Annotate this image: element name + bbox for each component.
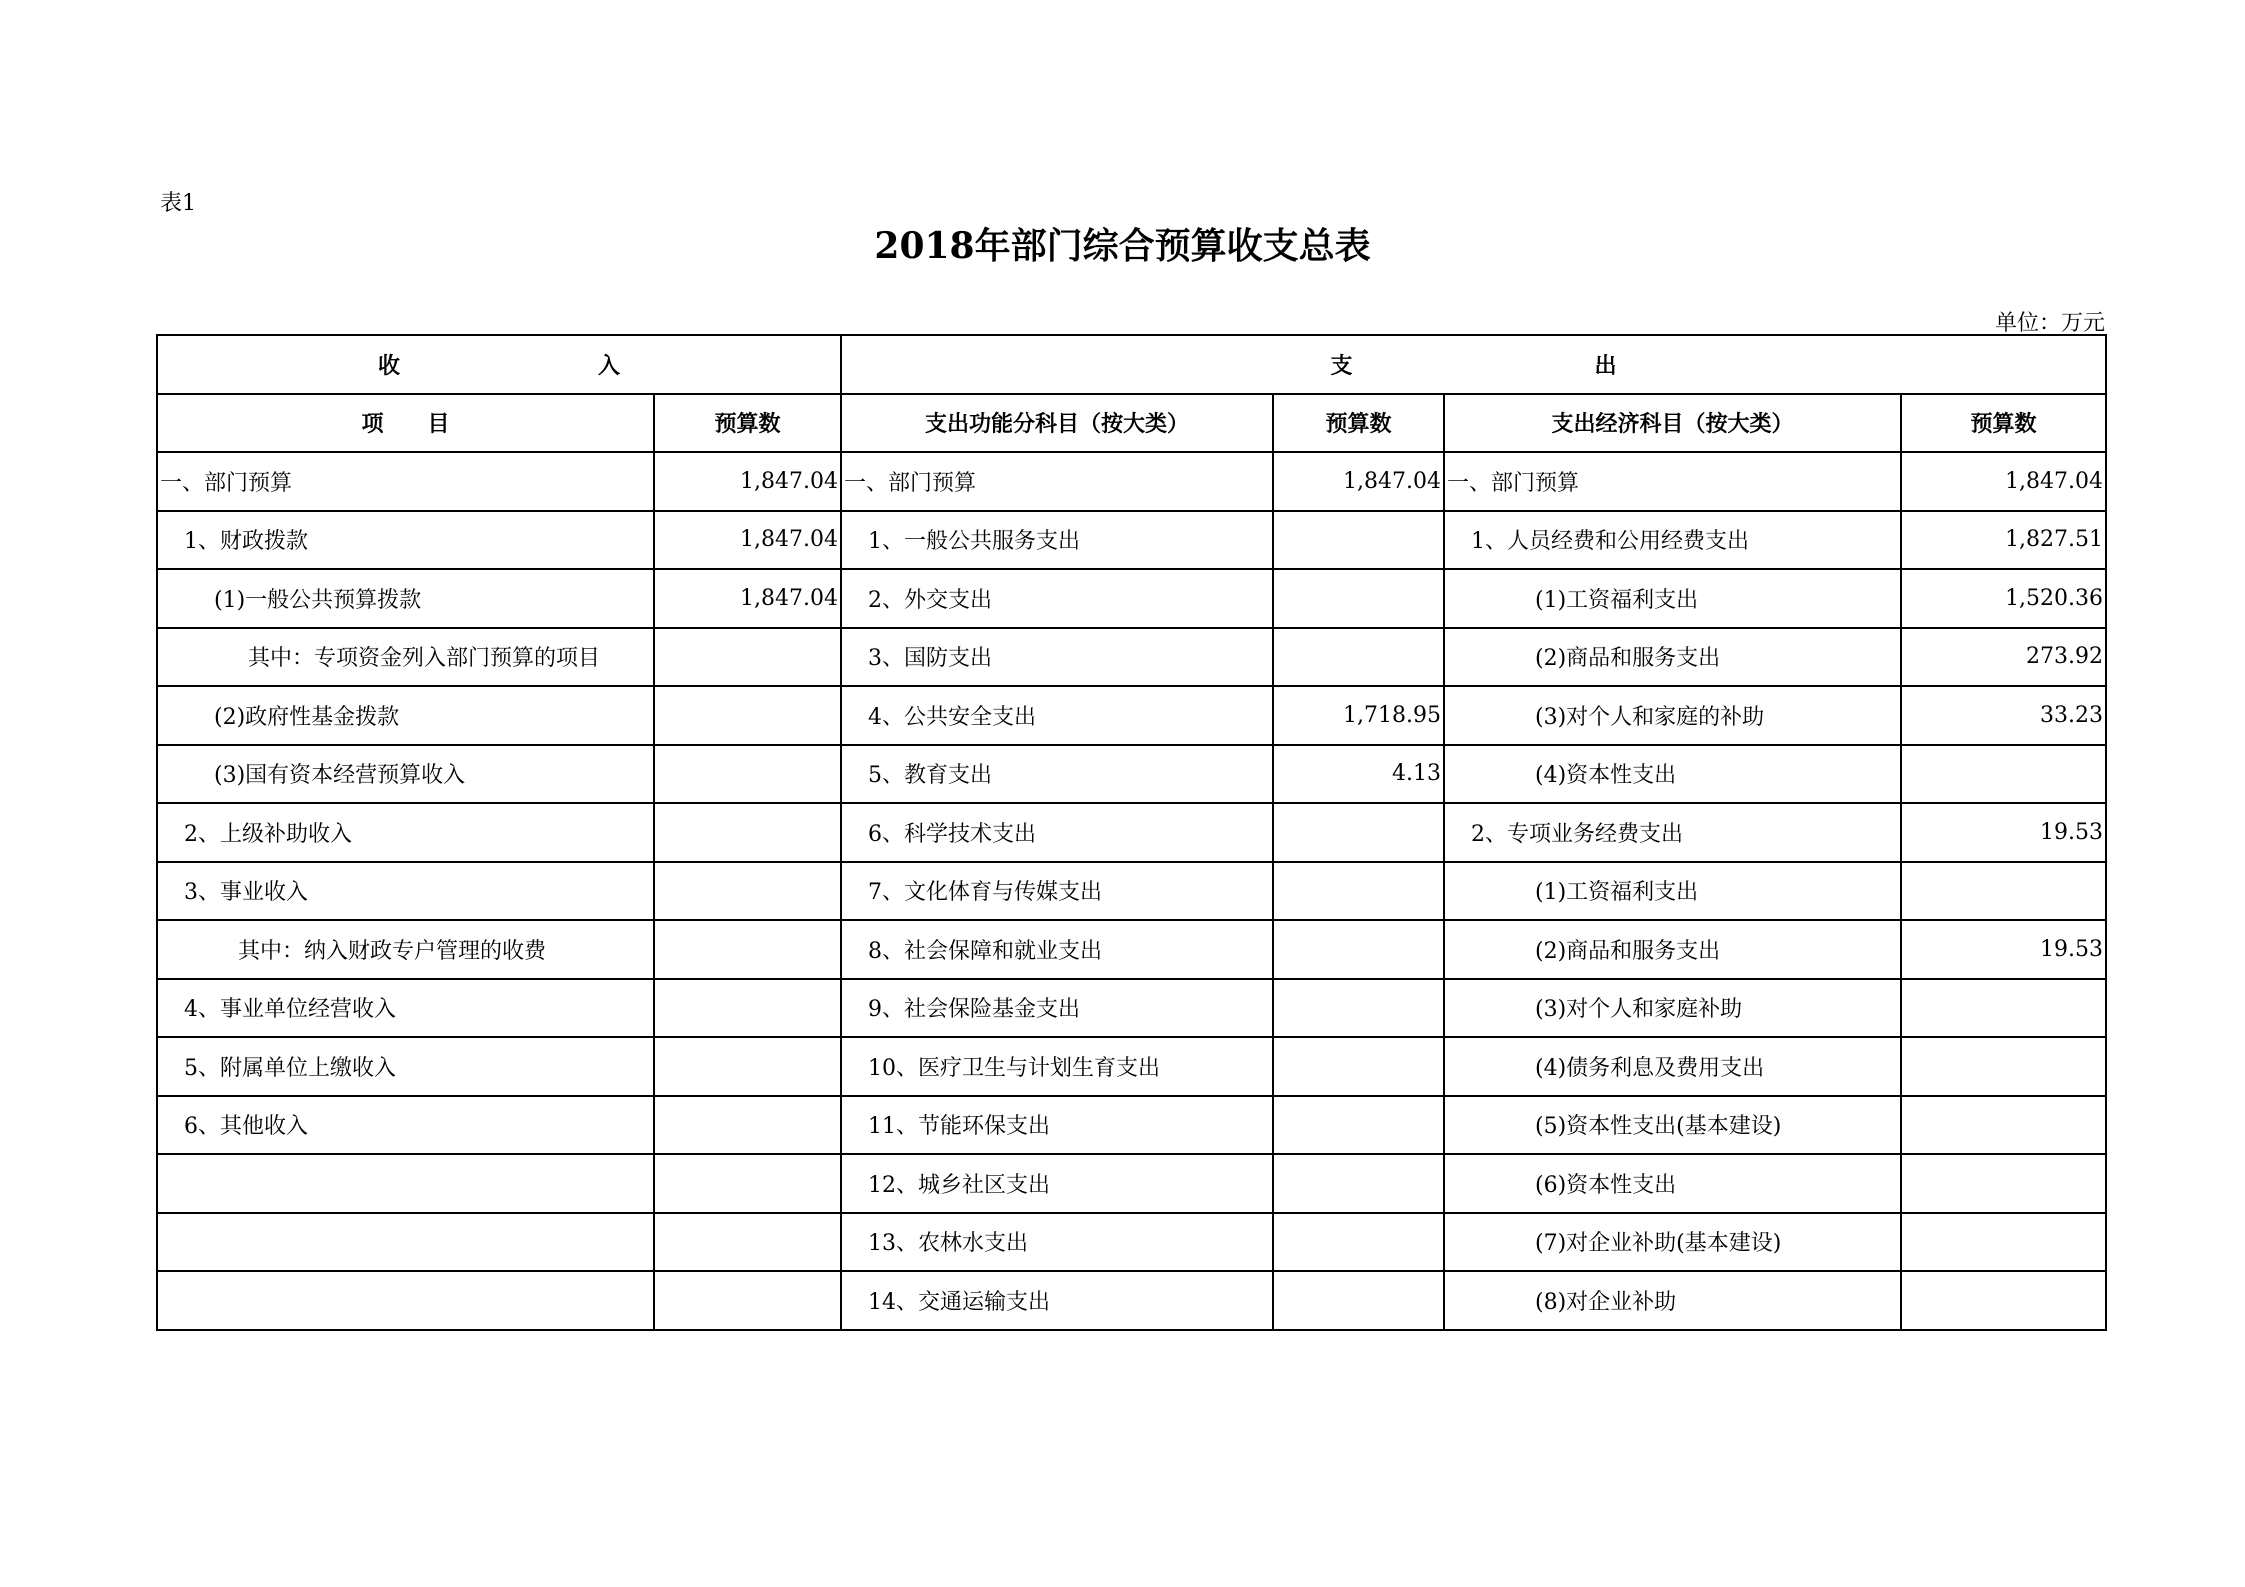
- func-item: 7、文化体育与传媒支出: [841, 862, 1273, 921]
- econ-value: [1901, 862, 2106, 921]
- income-item: 6、其他收入: [157, 1096, 654, 1155]
- econ-value: 1,827.51: [1901, 511, 2106, 570]
- income-value: [654, 920, 841, 979]
- table-row: [157, 686, 2106, 745]
- func-item: 1、一般公共服务支出: [841, 511, 1273, 570]
- func-value: [1273, 1037, 1444, 1096]
- header-econ-subject: 支出经济科目（按大类）: [1444, 394, 1901, 453]
- table-row: [157, 628, 2106, 687]
- income-item: 4、事业单位经营收入: [157, 979, 654, 1038]
- func-value: [1273, 1096, 1444, 1155]
- income-item: [157, 1213, 654, 1272]
- func-item: 5、教育支出: [841, 745, 1273, 804]
- func-value: [1273, 1271, 1444, 1330]
- econ-item: (1)工资福利支出: [1444, 569, 1901, 628]
- econ-value: 19.53: [1901, 803, 2106, 862]
- table-row: [157, 745, 2106, 804]
- income-value: [654, 686, 841, 745]
- func-item: 8、社会保障和就业支出: [841, 920, 1273, 979]
- func-value: 4.13: [1273, 745, 1444, 804]
- income-value: [654, 803, 841, 862]
- table-row: [157, 979, 2106, 1038]
- income-value: [654, 979, 841, 1038]
- econ-item: (4)债务利息及费用支出: [1444, 1037, 1901, 1096]
- func-item: 一、部门预算: [841, 452, 1273, 511]
- func-value: [1273, 569, 1444, 628]
- func-value: [1273, 862, 1444, 921]
- table-row: [157, 1154, 2106, 1213]
- func-item: 2、外交支出: [841, 569, 1273, 628]
- func-item: 10、医疗卫生与计划生育支出: [841, 1037, 1273, 1096]
- header-row-main: [157, 335, 2106, 394]
- econ-item: (4)资本性支出: [1444, 745, 1901, 804]
- income-value: [654, 1213, 841, 1272]
- page-title: 2018年部门综合预算收支总表: [874, 225, 1371, 267]
- income-item: (2)政府性基金拨款: [157, 686, 654, 745]
- func-item: 11、节能环保支出: [841, 1096, 1273, 1155]
- econ-item: (5)资本性支出(基本建设): [1444, 1096, 1901, 1155]
- func-value: [1273, 1154, 1444, 1213]
- func-item: 12、城乡社区支出: [841, 1154, 1273, 1213]
- econ-value: [1901, 1037, 2106, 1096]
- econ-value: [1901, 745, 2106, 804]
- table-row: [157, 803, 2106, 862]
- econ-value: [1901, 1096, 2106, 1155]
- income-value: 1,847.04: [654, 569, 841, 628]
- econ-item: (6)资本性支出: [1444, 1154, 1901, 1213]
- table-row: [157, 569, 2106, 628]
- econ-value: [1901, 1154, 2106, 1213]
- func-item: 13、农林水支出: [841, 1213, 1273, 1272]
- func-value: [1273, 511, 1444, 570]
- func-value: [1273, 1213, 1444, 1272]
- income-value: [654, 1271, 841, 1330]
- func-value: [1273, 628, 1444, 687]
- income-value: [654, 628, 841, 687]
- table-row: [157, 1271, 2106, 1330]
- econ-item: (7)对企业补助(基本建设): [1444, 1213, 1901, 1272]
- func-value: 1,718.95: [1273, 686, 1444, 745]
- func-item: 6、科学技术支出: [841, 803, 1273, 862]
- func-value: 1,847.04: [1273, 452, 1444, 511]
- income-value: [654, 1037, 841, 1096]
- econ-item: (3)对个人和家庭补助: [1444, 979, 1901, 1038]
- econ-value: 1,847.04: [1901, 452, 2106, 511]
- econ-value: 1,520.36: [1901, 569, 2106, 628]
- econ-item: 1、人员经费和公用经费支出: [1444, 511, 1901, 570]
- econ-item: (1)工资福利支出: [1444, 862, 1901, 921]
- table-label: 表1: [160, 191, 196, 216]
- econ-item: 一、部门预算: [1444, 452, 1901, 511]
- income-item: 5、附属单位上缴收入: [157, 1037, 654, 1096]
- table-row: [157, 1037, 2106, 1096]
- header-econ-budget: 预算数: [1901, 394, 2106, 453]
- income-item: 3、事业收入: [157, 862, 654, 921]
- econ-value: [1901, 1271, 2106, 1330]
- table-row: [157, 511, 2106, 570]
- econ-value: 273.92: [1901, 628, 2106, 687]
- table-row: [157, 1096, 2106, 1155]
- table-row: [157, 452, 2106, 511]
- header-income: 收 入: [157, 335, 841, 394]
- income-value: [654, 1096, 841, 1155]
- econ-item: 2、专项业务经费支出: [1444, 803, 1901, 862]
- income-value: [654, 862, 841, 921]
- income-item: (3)国有资本经营预算收入: [157, 745, 654, 804]
- budget-summary-table: [156, 334, 2107, 1331]
- income-item: 2、上级补助收入: [157, 803, 654, 862]
- econ-item: (8)对企业补助: [1444, 1271, 1901, 1330]
- econ-value: [1901, 979, 2106, 1038]
- header-func-subject: 支出功能分科目（按大类）: [841, 394, 1273, 453]
- income-item: (1)一般公共预算拨款: [157, 569, 654, 628]
- income-value: [654, 1154, 841, 1213]
- func-value: [1273, 979, 1444, 1038]
- table-row: [157, 862, 2106, 921]
- func-item: 14、交通运输支出: [841, 1271, 1273, 1330]
- func-item: 4、公共安全支出: [841, 686, 1273, 745]
- func-value: [1273, 920, 1444, 979]
- table-row: [157, 920, 2106, 979]
- econ-item: (2)商品和服务支出: [1444, 920, 1901, 979]
- header-item: 项 目: [157, 394, 654, 453]
- econ-item: (2)商品和服务支出: [1444, 628, 1901, 687]
- econ-value: [1901, 1213, 2106, 1272]
- income-item: 其中：专项资金列入部门预算的项目: [157, 628, 654, 687]
- unit-label: 单位：万元: [1994, 311, 2105, 336]
- func-item: 3、国防支出: [841, 628, 1273, 687]
- header-expense: 支 出: [841, 335, 2106, 394]
- func-item: 9、社会保险基金支出: [841, 979, 1273, 1038]
- econ-value: 19.53: [1901, 920, 2106, 979]
- income-value: [654, 745, 841, 804]
- income-item: [157, 1154, 654, 1213]
- income-value: 1,847.04: [654, 452, 841, 511]
- header-row-sub: [157, 394, 2106, 453]
- econ-item: (3)对个人和家庭的补助: [1444, 686, 1901, 745]
- table-row: [157, 1213, 2106, 1272]
- econ-value: 33.23: [1901, 686, 2106, 745]
- func-value: [1273, 803, 1444, 862]
- income-item: 一、部门预算: [157, 452, 654, 511]
- income-item: 1、财政拨款: [157, 511, 654, 570]
- income-value: 1,847.04: [654, 511, 841, 570]
- income-item: 其中：纳入财政专户管理的收费: [157, 920, 654, 979]
- income-item: [157, 1271, 654, 1330]
- header-income-budget: 预算数: [654, 394, 841, 453]
- header-func-budget: 预算数: [1273, 394, 1444, 453]
